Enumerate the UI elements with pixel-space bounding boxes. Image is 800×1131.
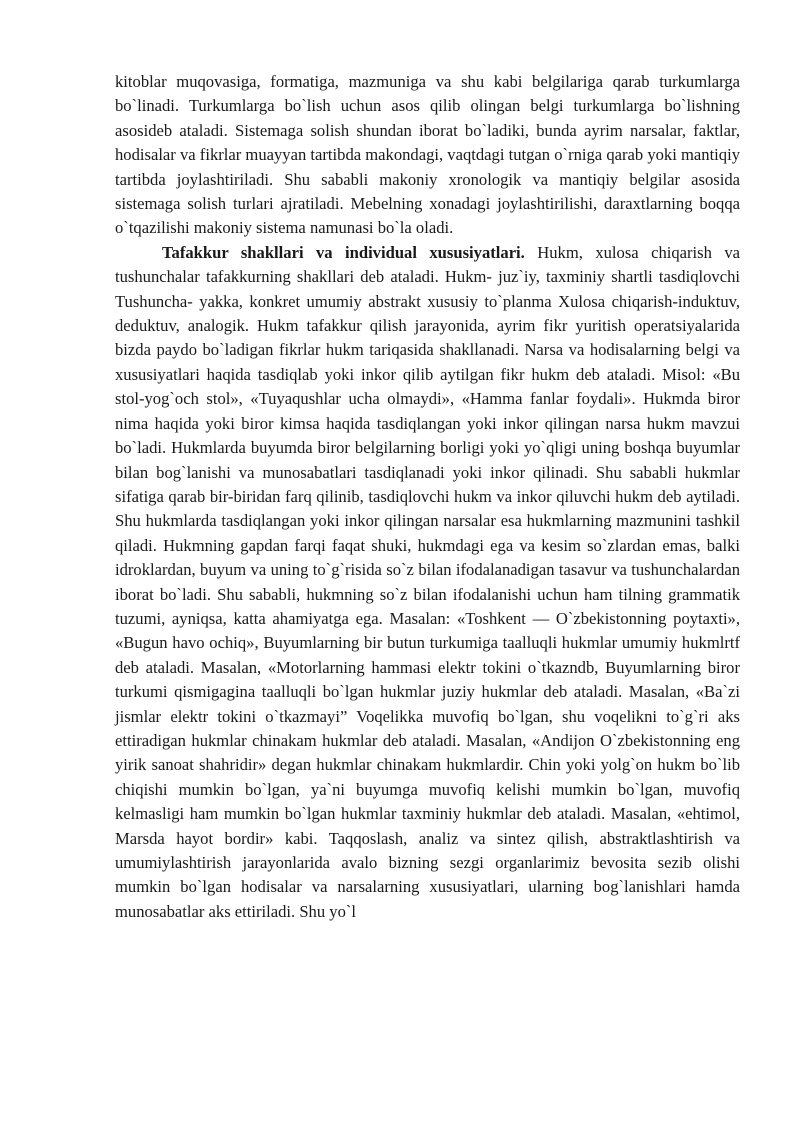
paragraph-body: Hukm, xulosa chiqarish va tushunchalar tafakkurning shakllari deb ataladi. Hukm- juz`iy, taxminiy shartli tasdiqlovchi Tushuncha- yakka, konkret umumiy abstrakt xususiy to`planma Xulosa chiqarish-induktuv, deduktuv, analogik. Hukm tafakkur qilish jarayonida, ayrim fikr yuritish operatsiyalarida bizda paydo bo`ladigan fikrlar hukm tariqasida shakllanadi. Narsa va hodisalarning belgi va xususiyatlari haqida tasdiqlab yoki inkor qilib aytilgan fikr hukm deb ataladi. Misol: «Bu stol-yog`och stol», «Tuyaqushlar ucha olmaydi», «Hamma fanlar foydali». Hukmda biror nima haqida yoki biror kimsa haqida tasdiqlangan yoki inkor qilingan narsa hukm mavzui bo`ladi. Hukmlarda buyumda biror belgilarning borligi yoki yo`qligi uning boshqa buyumlar bilan bog`lanishi va munosabatlari tasdiqlanadi yoki inkor qilinadi. Shu sababli hukmlar sifatiga qarab bir-biridan farq qilinib, tasdiqlovchi hukm va inkor qiluvchi hukm deb aytiladi. Shu hukmlarda tasdiqlangan yoki inkor qilingan narsalar esa hukmlarning mazmunini tashkil qiladi. Hukmning gapdan farqi faqat shuki, hukmdagi ega va kesim so`zlardan emas, balki idroklardan, buyum va uning to`g`risida so`z bilan ifodalanadigan tasavur va tushunchalardan iborat bo`ladi. Shu sababli, hukmning so`z bilan ifodalanishi uchun ham tilning grammatik tuzumi, ayniqsa, katta ahamiyatga ega. Masalan: «Toshkent — O`zbekistonning poytaxti», «Bugun havo ochiq», Buyumlarning bir butun turkumiga taalluqli hukmlar umumiy hukmlrtf deb ataladi. Masalan, «Motorlarning hammasi elektr tokini o`tkazndb, Buyumlarning biror turkumi qismigagina taalluqli bo`lgan hukmlar juziy hukmlar deb ataladi. Masalan, «Ba`zi jismlar elektr tokini o`tkazmayi” Voqelikka muvofiq bo`lgan, shu voqelikni to`g`ri aks ettiradigan hukmlar chinakam hukmlar deb ataladi. Masalan, «Andijon O`zbekistonning eng yirik sanoat shahridir» degan hukmlar chinakam hukmlardir. Chin yoki yolg`on hukm bo`lib chiqishi mumkin bo`lgan, ya`ni buyumga muvofiq kelishi mumkin bo`lgan, muvofiq kelmasligi ham mumkin bo`lgan hukmlar taxminiy hukmlar deb ataladi. Masalan, «ehtimol, Marsda hayot bordir» kabi. Taqqoslash, analiz va sintez qilish, abstraktlashtirish va umumiylashtirish jarayonlarida avalo bizning sezgi organlarimiz bevosita sezib olishi mumkin bo`lgan hodisalar va narsalarning xususiyatlari, ularning bog`lanishlari hamda munosabatlar aks ettiriladi. Shu yo`l — [115, 242, 740, 921]
paragraph-sistemaga-solish: kitoblar muqovasiga, formatiga, mazmuniga va shu kabi belgilariga qarab turkumlarga bo`linadi. Turkumlarga bo`lish uchun asos qilib olingan belgi turkumlarga bo`lishning asosideb ataladi. Sistemaga solish shundan iborat bo`ladiki, bunda ayrim narsalar, faktlar, hodisalar va fikrlar muayyan tartibda makondagi, vaqtdagi tutgan o`rniga qarab yoki mantiqiy tartibda joylashtiriladi. Shu sababli makoniy xronologik va mantiqiy belgilar asosida sistemaga solish turlari ajratiladi. Mebelning xonadagi joylashtirilishi, daraxtlarning boqqa o`tqazilishi makoniy sistema namunasi bo`la oladi. — [115, 72, 740, 238]
section-heading: Tafakkur shakllari va individual xususiyatlari. — [162, 242, 525, 262]
paragraph-tafakkur-shakllari — [115, 241, 740, 924]
body-text — [115, 70, 740, 924]
